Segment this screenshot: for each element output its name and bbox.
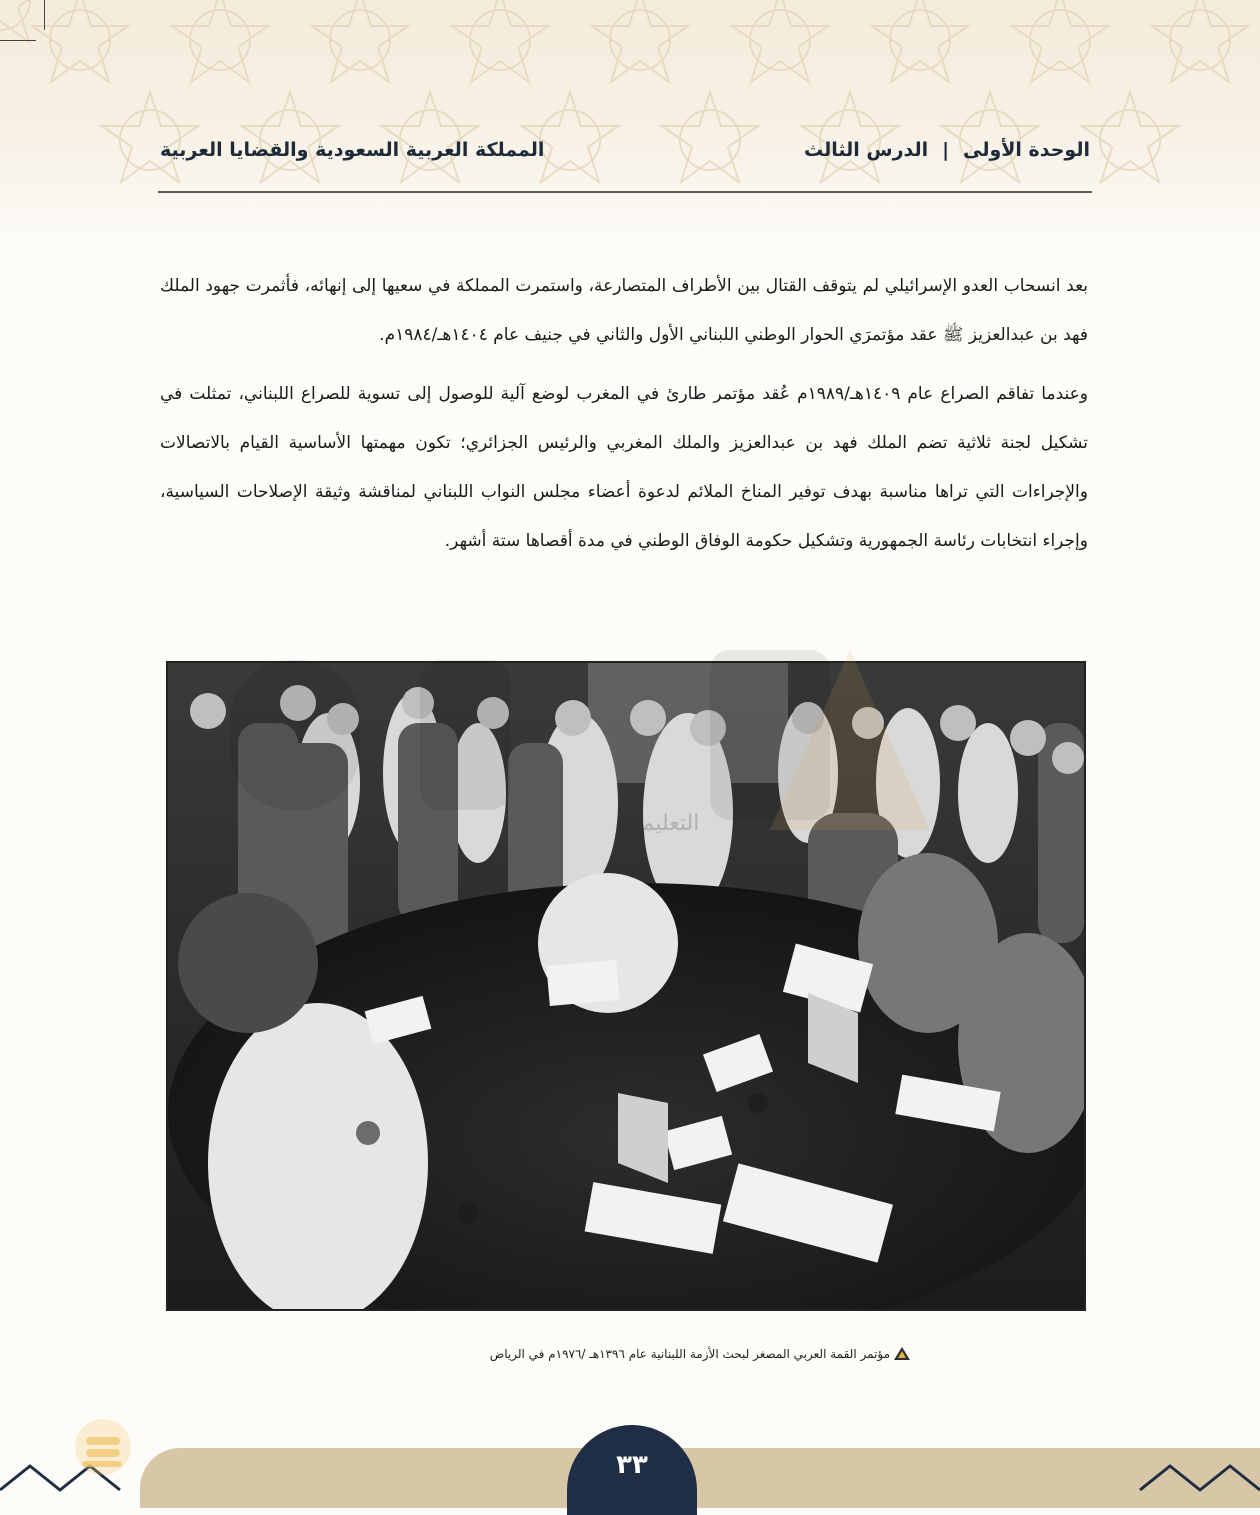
page-number: ٣٣: [567, 1425, 697, 1515]
photo-caption: [340, 1347, 910, 1369]
header-divider: [158, 191, 1092, 193]
triangle-bullet-icon: [894, 1347, 910, 1360]
paragraph-1: بعد انسحاب العدو الإسرائيلي لم يتوقف القتال بين الأطراف المتصارعة، واستمرت المملكة في سعيها إلى إنهائه، فأثمرت جهود الملك فهد بن عبدالعزيز ﷺ عقد مؤتمرَي الحوار الوطني اللبناني الأول والثاني في جنيف عام ١٤٠٤هـ/١٩٨٤م.: [160, 276, 1088, 345]
unit-lesson-label: [804, 139, 1090, 161]
logo-icon: [72, 1415, 134, 1479]
paragraph-2: وعندما تفاقم الصراع عام ١٤٠٩هـ/١٩٨٩م عُقد مؤتمر طارئ في المغرب لوضع آلية للوصول إلى تسوية للصراع اللبناني، تمثلت في تشكيل لجنة ثلاثية تضم الملك فهد بن عبدالعزيز والملك المغربي والرئيس الجزائري؛ تكون مهمتها الأساسية القيام بالاتصالات والإجراءات التي تراها مناسبة بهدف توفير المناخ الملائم لدعوة أعضاء مجلس النواب اللبناني لمناقشة وثيقة الإصلاحات السياسية، وإجراء انتخابات رئاسة الجمهورية وتشكيل حكومة الوفاق الوطني في مدة أقصاها ستة أشهر.: [160, 384, 1088, 551]
crop-mark-horizontal: [0, 40, 36, 41]
body-text: [160, 262, 1088, 576]
crop-mark-vertical: [44, 0, 45, 30]
lesson-label: الدرس الثالث: [803, 139, 929, 161]
header-separator: |: [942, 139, 950, 161]
unit-label: الوحدة الأولى: [963, 139, 1090, 161]
summit-photo-illustration: [168, 663, 1084, 1309]
running-header: [160, 130, 1090, 170]
caption-text: مؤتمر القمة العربي المصغر لبحث الأزمة اللبنانية عام ١٣٩٦هـ /١٩٧٦م في الرياض: [489, 1347, 890, 1361]
topic-title: المملكة العربية السعودية والقضايا العربية: [160, 139, 545, 161]
geometric-pattern: [0, 0, 1260, 250]
header-pattern-band: [0, 0, 1260, 250]
summit-photo: [166, 661, 1086, 1311]
